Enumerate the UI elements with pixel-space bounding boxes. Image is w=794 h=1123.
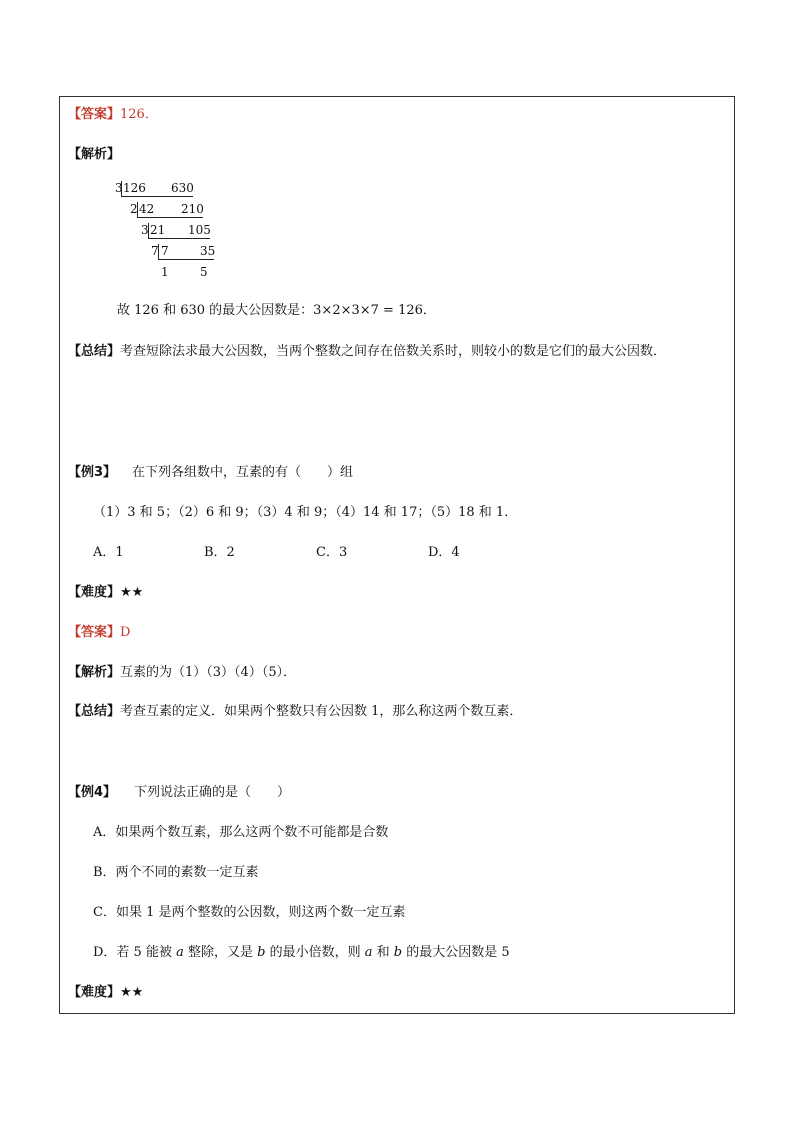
difficulty-stars: ★★ — [120, 585, 144, 600]
division-result-right: 5 — [200, 265, 208, 279]
division-bar-vertical — [137, 202, 138, 217]
answer-line-3 — [68, 625, 130, 641]
difficulty-tag: 【难度】 — [68, 585, 121, 600]
option-d-text: 的最大公因数是 5 — [402, 945, 510, 960]
option-d-text: 的最小倍数，则 — [265, 945, 365, 960]
division-left: 126 — [123, 181, 146, 195]
answer-line-prev — [68, 107, 158, 123]
example-label: 【例3】 — [68, 465, 117, 480]
summary-tag: 【总结】 — [68, 704, 121, 719]
analysis-line-3 — [68, 665, 296, 681]
option-b: B．2 — [204, 545, 235, 560]
difficulty-line-4 — [68, 985, 143, 1001]
option-d-text: 和 — [372, 945, 394, 960]
conclusion-line: 故 126 和 630 的最大公因数是：3×2×3×7 = 126． — [117, 303, 436, 318]
analysis-tag-prev: 【解析】 — [68, 147, 121, 162]
option-a: A．如果两个数互素，那么这两个数不可能都是合数 — [93, 825, 389, 840]
example-3-question — [68, 465, 353, 481]
division-right: 210 — [181, 202, 204, 216]
summary-tag: 【总结】 — [68, 344, 121, 359]
summary-line-3 — [68, 704, 522, 720]
option-d-text: 整除，又是 — [183, 945, 258, 960]
division-bar-horizontal — [137, 217, 203, 218]
division-bar-vertical — [158, 244, 159, 259]
option-a: A．1 — [93, 545, 124, 560]
variable-b: b — [257, 945, 266, 960]
option-d — [93, 945, 510, 961]
answer-tag: 【答案】 — [68, 107, 121, 122]
example-4-question — [68, 785, 290, 801]
variable-a: a — [176, 945, 184, 960]
option-c: C．如果 1 是两个整数的公因数，则这两个数一定互素 — [93, 905, 406, 920]
division-divisor: 2 — [130, 202, 138, 216]
division-right: 105 — [188, 223, 211, 237]
analysis-text: 互素的为（1）（3）（4）（5）． — [120, 665, 297, 680]
option-c: C．3 — [316, 545, 348, 560]
division-divisor: 3 — [115, 181, 123, 195]
example-label: 【例4】 — [68, 785, 117, 800]
example-3-groups: （1）3 和 5；（2）6 和 9；（3）4 和 9；（4）14 和 17；（5）18 和 1． — [93, 505, 518, 520]
division-left: 7 — [161, 244, 169, 258]
division-bar-vertical — [148, 223, 149, 238]
division-left: 21 — [150, 223, 166, 237]
difficulty-stars: ★★ — [120, 985, 144, 1000]
division-right: 630 — [171, 181, 194, 195]
option-d: D．4 — [428, 545, 460, 560]
variable-a: a — [364, 945, 373, 960]
summary-text: 考查互素的定义．如果两个整数只有公因数 1，那么称这两个数互素． — [120, 704, 523, 719]
division-bar-horizontal — [121, 196, 193, 197]
division-bar-horizontal — [148, 238, 210, 239]
answer-tag: 【答案】 — [68, 625, 121, 640]
answer-value: D — [120, 625, 131, 640]
division-divisor: 3 — [141, 223, 149, 237]
division-right: 35 — [200, 244, 216, 258]
variable-b: b — [393, 945, 403, 960]
difficulty-tag: 【难度】 — [68, 985, 121, 1000]
option-b: B．两个不同的素数一定互素 — [93, 865, 259, 880]
division-bar-horizontal — [158, 259, 214, 260]
summary-text: 考查短除法求最大公因数，当两个整数之间存在倍数关系时，则较小的数是它们的最大公因数． — [120, 344, 667, 359]
difficulty-line-3 — [68, 585, 143, 601]
summary-line-prev — [68, 344, 666, 360]
question-text: 下列说法正确的是（ ） — [134, 785, 291, 800]
division-divisor: 7 — [151, 244, 159, 258]
division-bar-vertical — [121, 181, 122, 196]
division-result-left: 1 — [161, 265, 169, 279]
option-d-text: D．若 5 能被 — [93, 945, 177, 960]
question-text: 在下列各组数中，互素的有（ ）组 — [132, 465, 354, 480]
answer-value: 126． — [120, 107, 158, 122]
analysis-tag: 【解析】 — [68, 665, 121, 680]
division-left: 42 — [139, 202, 155, 216]
